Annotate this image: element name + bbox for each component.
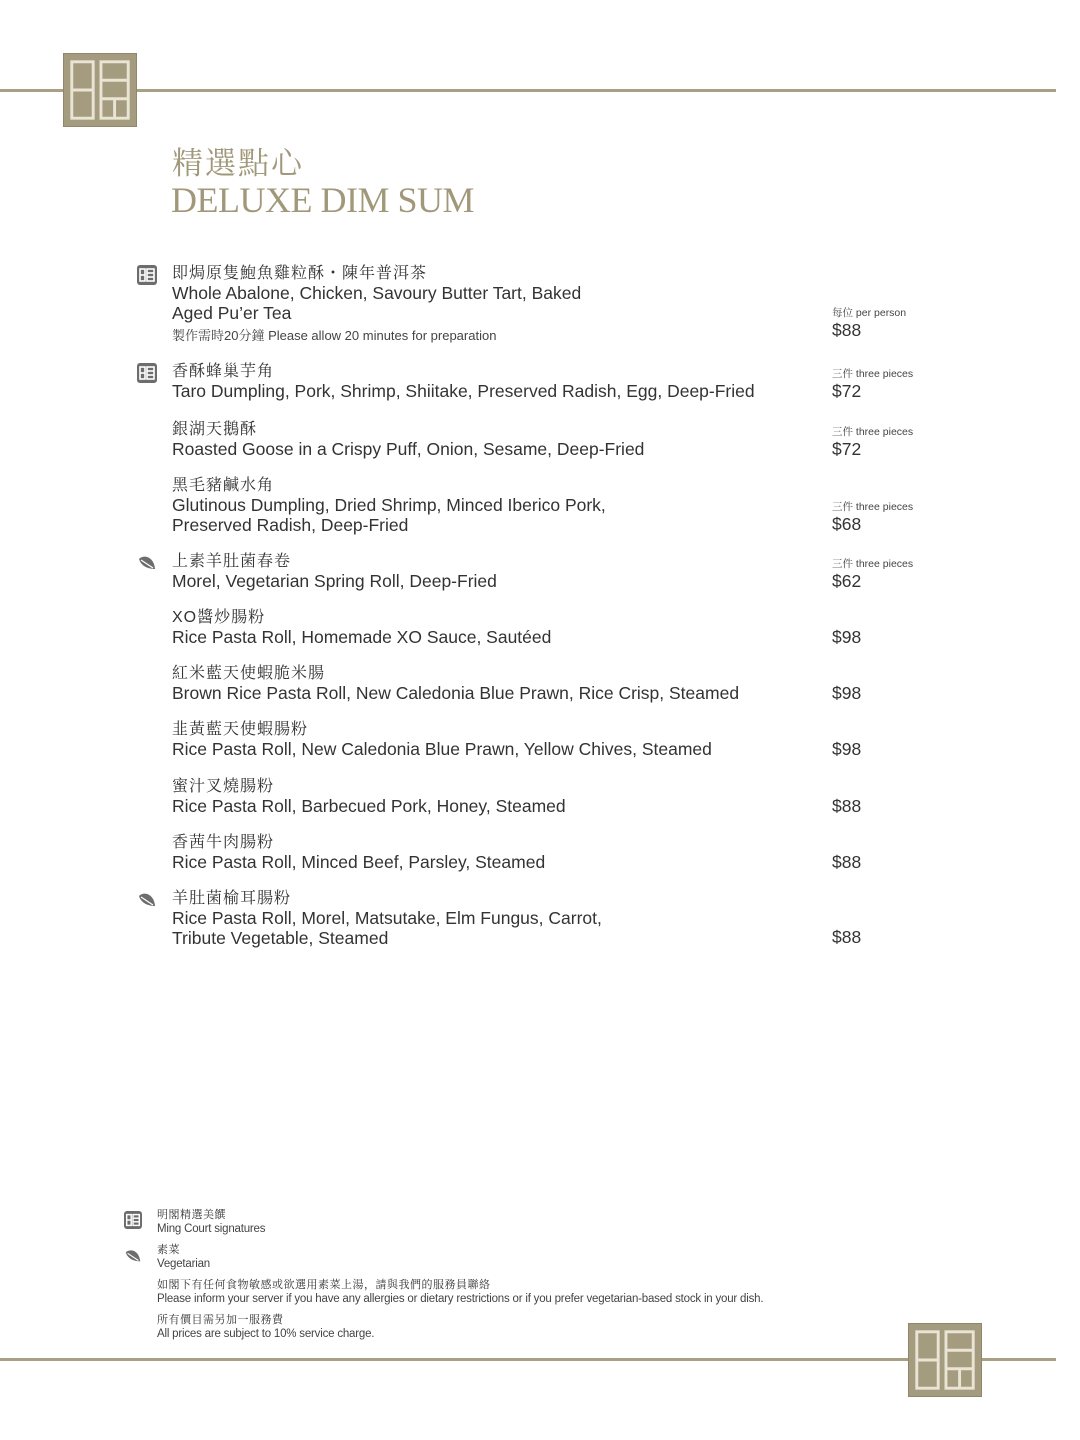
price-block [832,852,952,873]
legend-vegetarian-en: Vegetarian [157,1258,210,1270]
price-block [832,557,952,592]
bottom-divider [0,1358,1056,1361]
item-price: $98 [832,626,862,647]
legend-signature-cn: 明閣精選美饌 [157,1209,226,1221]
price-block [832,500,952,535]
legend-vegetarian-cn: 素菜 [157,1244,180,1256]
item-price: $88 [832,927,862,947]
item-name-en: Rice Pasta Roll, New Caledonia Blue Prawn, Yellow Chives, Steamed [172,739,712,759]
item-name-cn: 韭黃藍天使蝦腸粉 [172,721,309,738]
item-name-cn: 即焗原隻鮑魚雞粒酥・陳年普洱茶 [172,265,428,282]
price-block [832,627,952,648]
item-price: $72 [832,380,862,401]
service-charge-notice [157,1313,957,1341]
item-note: 製作需時20分鐘 Please allow 20 minutes for preparation [172,328,497,343]
item-name-en: Roasted Goose in a Crispy Puff, Onion, Sesame, Deep-Fried [172,439,645,459]
item-name-cn: 黑毛豬鹹水角 [172,477,275,494]
item-name-en: Aged Pu’er Tea [172,302,292,323]
item-name-cn: 香酥蜂巢芋角 [172,363,275,380]
item-name-en: Preserved Radish, Deep-Fried [172,514,409,535]
section-title-chinese: 精選點心 [172,146,304,182]
item-name-en: Taro Dumpling, Pork, Shrimp, Shiitake, Preserved Radish, Egg, Deep-Fried [172,381,755,401]
leaf-icon [137,890,157,910]
item-name-en: Whole Abalone, Chicken, Savoury Butter Tart, Baked [172,283,582,303]
item-name-en: Brown Rice Pasta Roll, New Caledonia Blue Prawn, Rice Crisp, Steamed [172,683,740,703]
item-price: $88 [832,320,862,340]
service-charge-en: All prices are subject to 10% service charge. [157,1328,375,1340]
price-block [832,367,952,402]
allergy-notice-cn: 如閣下有任何食物敏感或欲選用素菜上湯，請與我們的服務員聯絡 [157,1279,491,1291]
item-name-en: Glutinous Dumpling, Dried Shrimp, Minced Iberico Pork, [172,495,606,515]
price-block [832,927,952,948]
item-name-cn: XO醬炒腸粉 [172,609,266,626]
section-title-english: DELUXE DIM SUM [171,180,474,220]
item-name-cn: 香茜牛肉腸粉 [172,834,275,851]
item-name-en: Rice Pasta Roll, Barbecued Pork, Honey, Steamed [172,796,566,816]
price-block [832,306,952,341]
item-name-cn: 紅米藍天使蝦脆米腸 [172,665,326,682]
ming-signature-icon [137,265,157,285]
allergy-notice [157,1278,957,1306]
item-price: $88 [832,795,862,816]
legend-signature-en: Ming Court signatures [157,1223,266,1235]
top-divider [0,89,1056,92]
item-name-en: Tribute Vegetable, Steamed [172,927,389,948]
price-block [832,739,952,760]
ming-signature-icon [137,363,157,383]
legend-vegetarian [157,1243,957,1271]
price-unit: 三件 three pieces [832,557,914,570]
price-block [832,425,952,460]
legend-signature [157,1208,957,1236]
price-unit: 三件 three pieces [832,367,914,380]
price-unit: 三件 three pieces [832,501,914,513]
ming-court-logo-icon [63,53,137,127]
ming-signature-icon [124,1211,142,1229]
item-price: $68 [832,514,862,534]
item-price: $72 [832,438,862,459]
allergy-notice-en: Please inform your server if you have any allergies or dietary restrictions or if you prefer vegetarian-based stock in your dish. [157,1293,764,1305]
price-unit: 每位 per person [832,307,907,319]
item-name-en: Morel, Vegetarian Spring Roll, Deep-Fried [172,571,497,591]
price-unit: 三件 three pieces [832,425,914,438]
item-name-cn: 蜜汁叉燒腸粉 [172,778,275,795]
item-name-en: Rice Pasta Roll, Minced Beef, Parsley, Steamed [172,852,546,872]
item-name-en: Rice Pasta Roll, Morel, Matsutake, Elm Fungus, Carrot, [172,908,602,928]
item-name-cn: 上素羊肚菌春卷 [172,553,292,570]
item-name-cn: 銀湖天鵝酥 [172,421,258,438]
price-block [832,683,952,704]
item-price: $98 [832,738,862,759]
item-price: $98 [832,682,862,703]
item-name-en: Rice Pasta Roll, Homemade XO Sauce, Sautéed [172,627,552,647]
price-block [832,796,952,817]
leaf-icon [137,553,157,573]
service-charge-cn: 所有價目需另加一服務費 [157,1314,284,1326]
item-price: $88 [832,851,862,872]
item-price: $62 [832,570,862,591]
leaf-icon [124,1247,142,1265]
item-name-cn: 羊肚菌榆耳腸粉 [172,890,292,907]
